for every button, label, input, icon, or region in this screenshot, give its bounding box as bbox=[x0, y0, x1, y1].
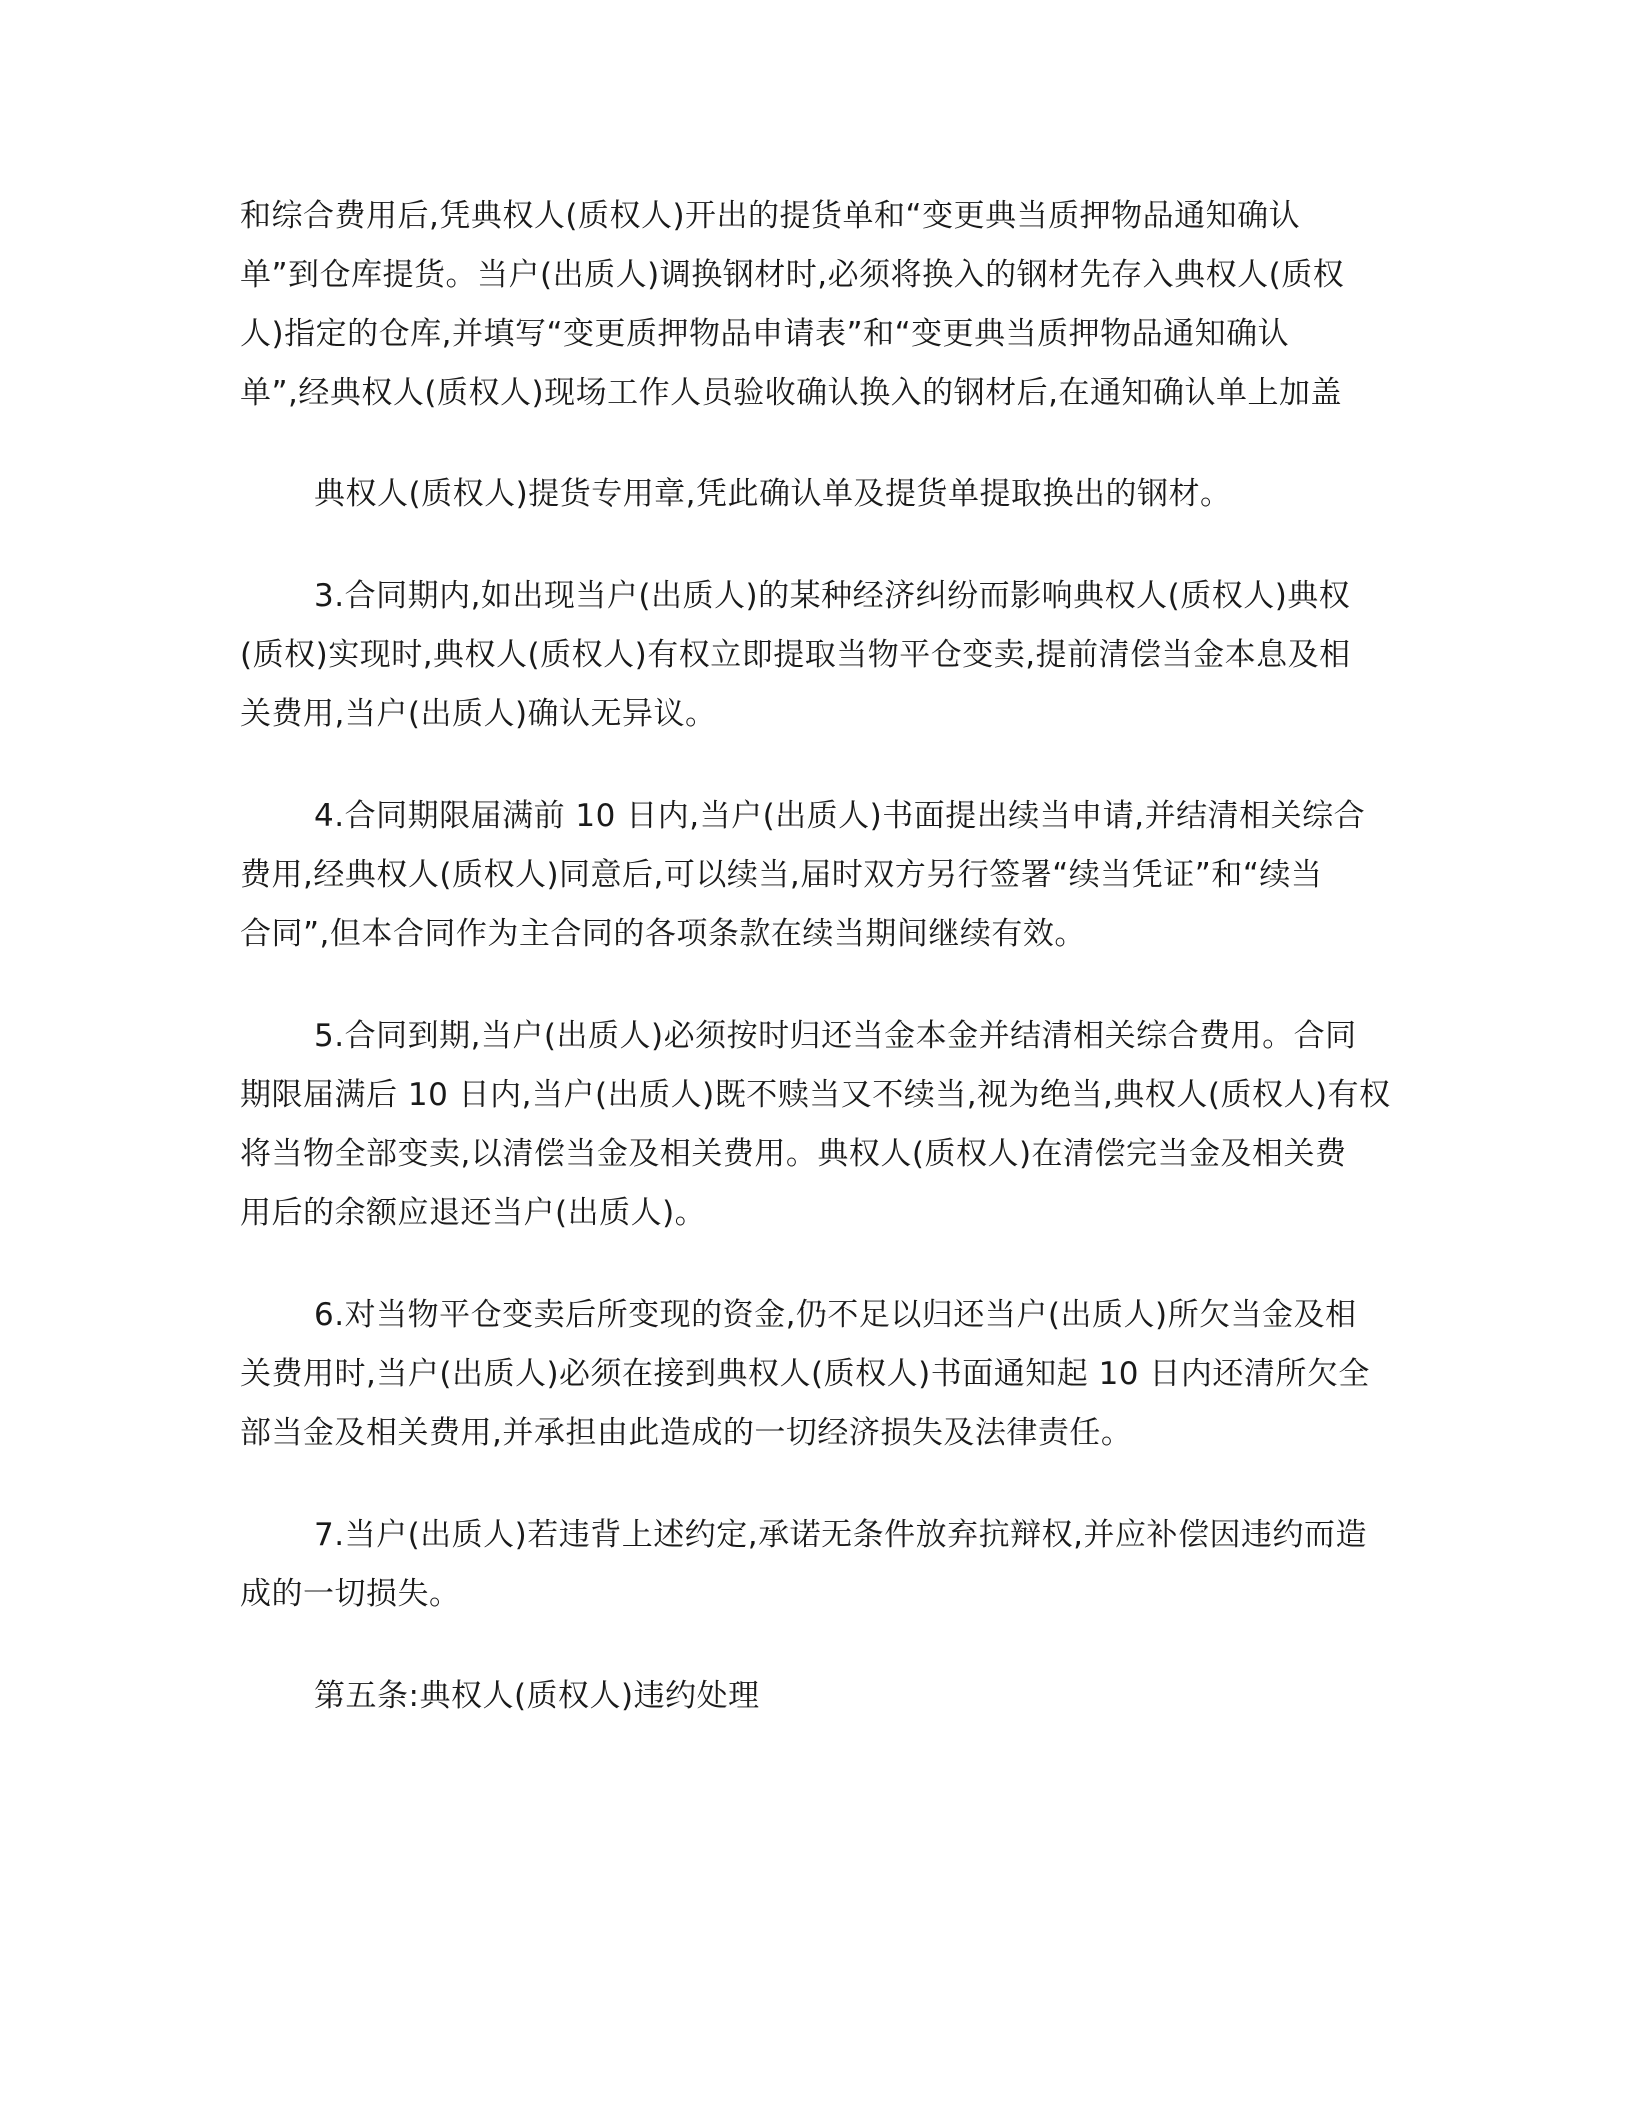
clause-6-line: 6.对当物平仓变卖后所变现的资金,仍不足以归还当户(出质人)所欠当金及相 bbox=[314, 1297, 1357, 1333]
text-line: 费用,经典权人(质权人)同意后,可以续当,届时双方另行签署“续当凭证”和“续当 bbox=[240, 857, 1323, 893]
clause-7-line: 7.当户(出质人)若违背上述约定,承诺无条件放弃抗辩权,并应补偿因违约而造 bbox=[314, 1517, 1367, 1553]
section-heading: 第五条:典权人(质权人)违约处理 bbox=[314, 1678, 760, 1714]
text-line: (质权)实现时,典权人(质权人)有权立即提取当物平仓变卖,提前清偿当金本息及相 bbox=[240, 637, 1351, 673]
text-line: 部当金及相关费用,并承担由此造成的一切经济损失及法律责任。 bbox=[240, 1415, 1133, 1451]
text-line: 人)指定的仓库,并填写“变更质押物品申请表”和“变更典当质押物品通知确认 bbox=[240, 316, 1290, 352]
text-line: 单”到仓库提货。当户(出质人)调换钢材时,必须将换入的钢材先存入典权人(质权 bbox=[240, 257, 1345, 293]
text-line: 单”,经典权人(质权人)现场工作人员验收确认换入的钢材后,在通知确认单上加盖 bbox=[240, 375, 1342, 411]
text-line: 用后的余额应退还当户(出质人)。 bbox=[240, 1195, 707, 1231]
text-line: 关费用,当户(出质人)确认无异议。 bbox=[240, 696, 717, 732]
text-line: 期限届满后 10 日内,当户(出质人)既不赎当又不续当,视为绝当,典权人(质权人)有权 bbox=[240, 1077, 1391, 1113]
text-line: 关费用时,当户(出质人)必须在接到典权人(质权人)书面通知起 10 日内还清所欠全 bbox=[240, 1356, 1370, 1392]
text-line: 成的一切损失。 bbox=[240, 1576, 461, 1612]
clause-3-line: 3.合同期内,如出现当户(出质人)的某种经济纠纷而影响典权人(质权人)典权 bbox=[314, 578, 1351, 614]
text-line: 将当物全部变卖,以清偿当金及相关费用。典权人(质权人)在清偿完当金及相关费 bbox=[240, 1136, 1347, 1172]
clause-5-line: 5.合同到期,当户(出质人)必须按时归还当金本金并结清相关综合费用。合同 bbox=[314, 1018, 1357, 1054]
clause-4-line: 4.合同期限届满前 10 日内,当户(出质人)书面提出续当申请,并结清相关综合 bbox=[314, 798, 1366, 834]
text-line: 合同”,但本合同作为主合同的各项条款在续当期间继续有效。 bbox=[240, 916, 1086, 952]
text-line: 典权人(质权人)提货专用章,凭此确认单及提货单提取换出的钢材。 bbox=[314, 476, 1232, 512]
text-line: 和综合费用后,凭典权人(质权人)开出的提货单和“变更典当质押物品通知确认 bbox=[240, 198, 1301, 234]
